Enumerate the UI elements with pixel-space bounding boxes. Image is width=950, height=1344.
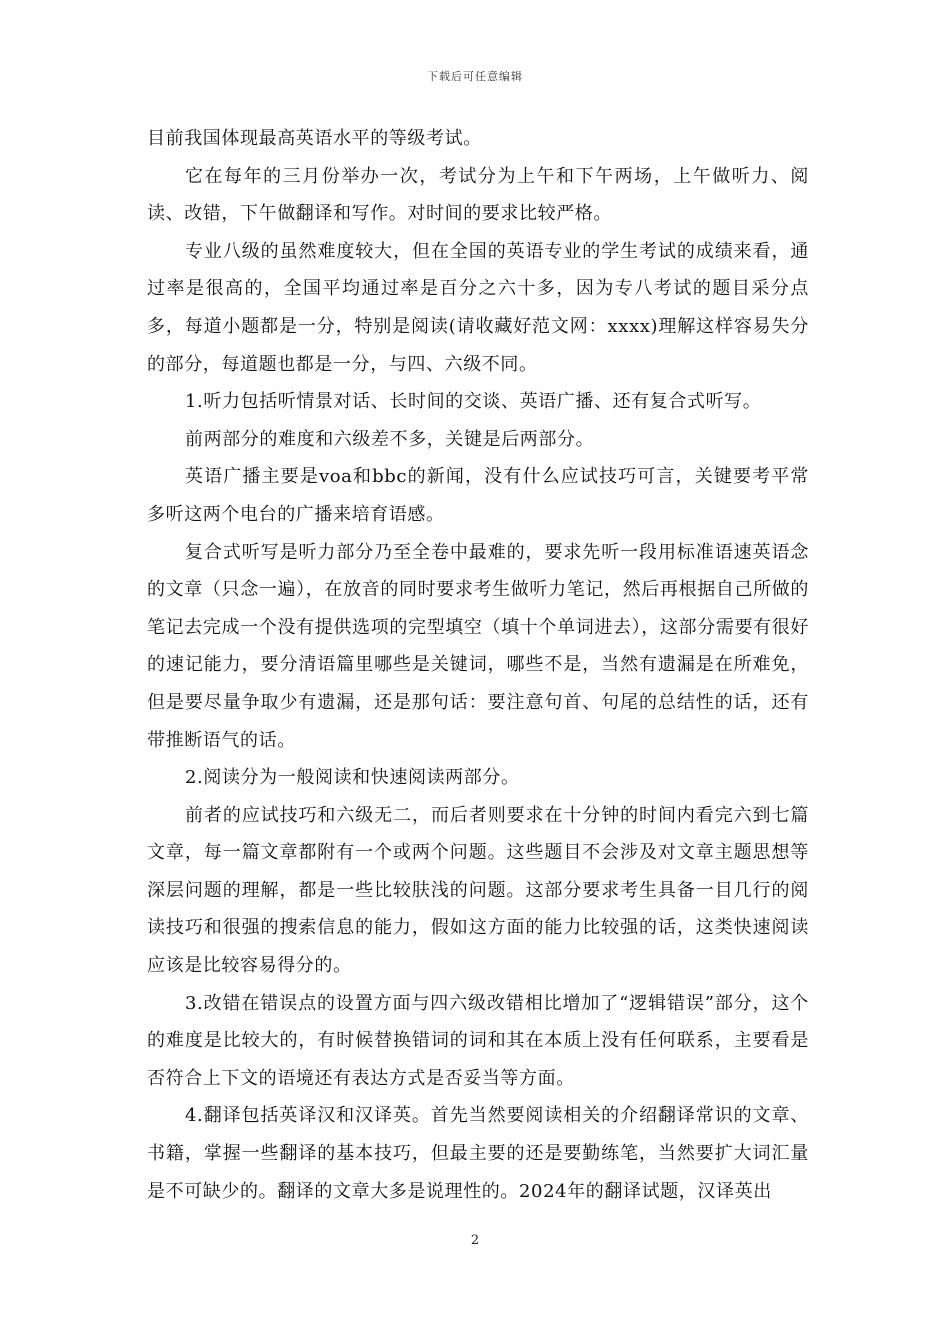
paragraph-error-correction: 3.改错在错误点的设置方面与四六级改错相比增加了“逻辑错误”部分，这个的难度是比较大的，有时候替换错词的词和其在本质上没有任何联系，主要看是否符合上下文的语境还有表达方式是否妥当等方面。 <box>147 992 809 1089</box>
paragraph-listening-heading: 1.听力包括听情景对话、长时间的交谈、英语广播、还有复合式听写。 <box>185 391 762 413</box>
paragraph: 复合式听写是听力部分乃至全卷中最难的，要求先听一段用标准语速英语念的文章（只念一遍），在放音的同时要求考生做听力笔记，然后再根据自己所做的笔记去完成一个没有提供选项的完型填空（填十个单词进去），这部分需要有很好的速记能力，要分清语篇里哪些是关键词，哪些不是，当然有遗漏是在所难免，但是要尽量争取少有遗漏，还是那句话：要注意句首、句尾的总结性的话，还有带推断语气的话。 <box>147 541 809 751</box>
page-number: 2 <box>470 1233 480 1248</box>
document-body <box>147 120 809 1210</box>
paragraph: 前两部分的难度和六级差不多，关键是后两部分。 <box>185 428 595 450</box>
paragraph-reading-heading: 2.阅读分为一般阅读和快速阅读两部分。 <box>185 767 520 789</box>
paragraph-continuation: 目前我国体现最高英语水平的等级考试。 <box>147 128 482 149</box>
paragraph: 专业八级的虽然难度较大，但在全国的英语专业的学生考试的成绩来看，通过率是很高的，全国平均通过率是百分之六十多，因为专八考试的题目采分点多，每道小题都是一分，特别是阅读(请收藏好范文网：xxxx)理解这样容易失分的部分，每道题也都是一分，与四、六级不同。 <box>147 240 809 375</box>
paragraph-translation: 4.翻译包括英译汉和汉译英。首先当然要阅读相关的介绍翻译常识的文章、书籍，掌握一些翻译的基本技巧，但最主要的还是要勤练笔，当然要扩大词汇量是不可缺少的。翻译的文章大多是说理性的。2024年的翻译试题，汉译英出 <box>147 1105 809 1202</box>
page-header-note: 下载后可任意编辑 <box>427 70 523 83</box>
paragraph: 前者的应试技巧和六级无二，而后者则要求在十分钟的时间内看完六到七篇文章，每一篇文章都附有一个或两个问题。这些题目不会涉及对文章主题思想等深层问题的理解，都是一些比较肤浅的问题。这部分要求考生具备一目几行的阅读技巧和很强的搜索信息的能力，假如这方面的能力比较强的话，这类快速阅读应该是比较容易得分的。 <box>147 804 809 977</box>
paragraph: 英语广播主要是voa和bbc的新闻，没有什么应试技巧可言，关键要考平常多听这两个电台的广播来培育语感。 <box>147 466 809 525</box>
paragraph: 它在每年的三月份举办一次，考试分为上午和下午两场，上午做听力、阅读、改错，下午做翻译和写作。对时间的要求比较严格。 <box>147 165 809 225</box>
